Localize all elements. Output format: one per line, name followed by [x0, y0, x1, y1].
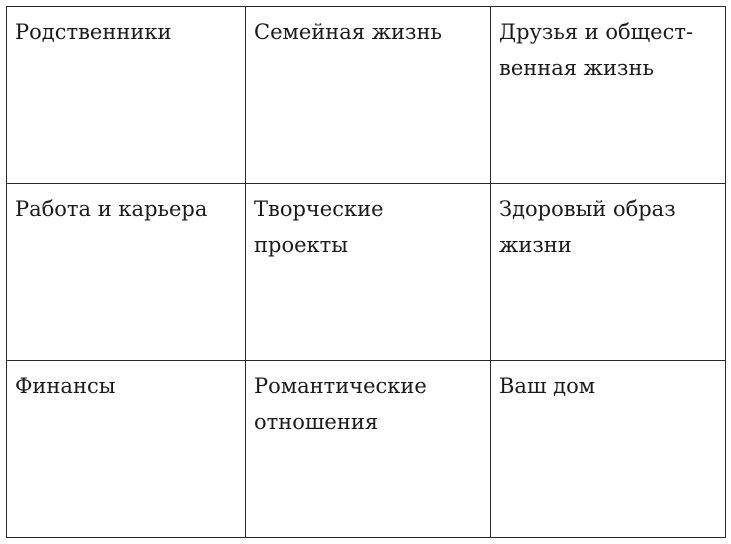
table-cell — [491, 184, 726, 361]
cell-label: Здоровый образ жизни — [499, 197, 676, 257]
table-cell — [491, 7, 726, 184]
cell-label: Романтические отношения — [254, 374, 427, 434]
cell-label: Ваш дом — [499, 374, 596, 398]
cell-label: Друзья и общест- венная жизнь — [499, 20, 694, 80]
table-row — [7, 184, 726, 361]
cell-label: Семейная жизнь — [254, 20, 442, 44]
cell-label: Творческие проекты — [254, 197, 384, 257]
table-cell — [7, 7, 246, 184]
table-row — [7, 361, 726, 538]
table-cell — [246, 7, 491, 184]
cell-label: Финансы — [15, 374, 116, 398]
cell-label: Родственники — [15, 20, 172, 44]
table-row — [7, 7, 726, 184]
life-areas-table — [6, 6, 726, 538]
table-cell — [246, 184, 491, 361]
table-cell — [491, 361, 726, 538]
table-cell — [246, 361, 491, 538]
cell-label: Работа и карьера — [15, 197, 208, 221]
table-cell — [7, 184, 246, 361]
table-cell — [7, 361, 246, 538]
